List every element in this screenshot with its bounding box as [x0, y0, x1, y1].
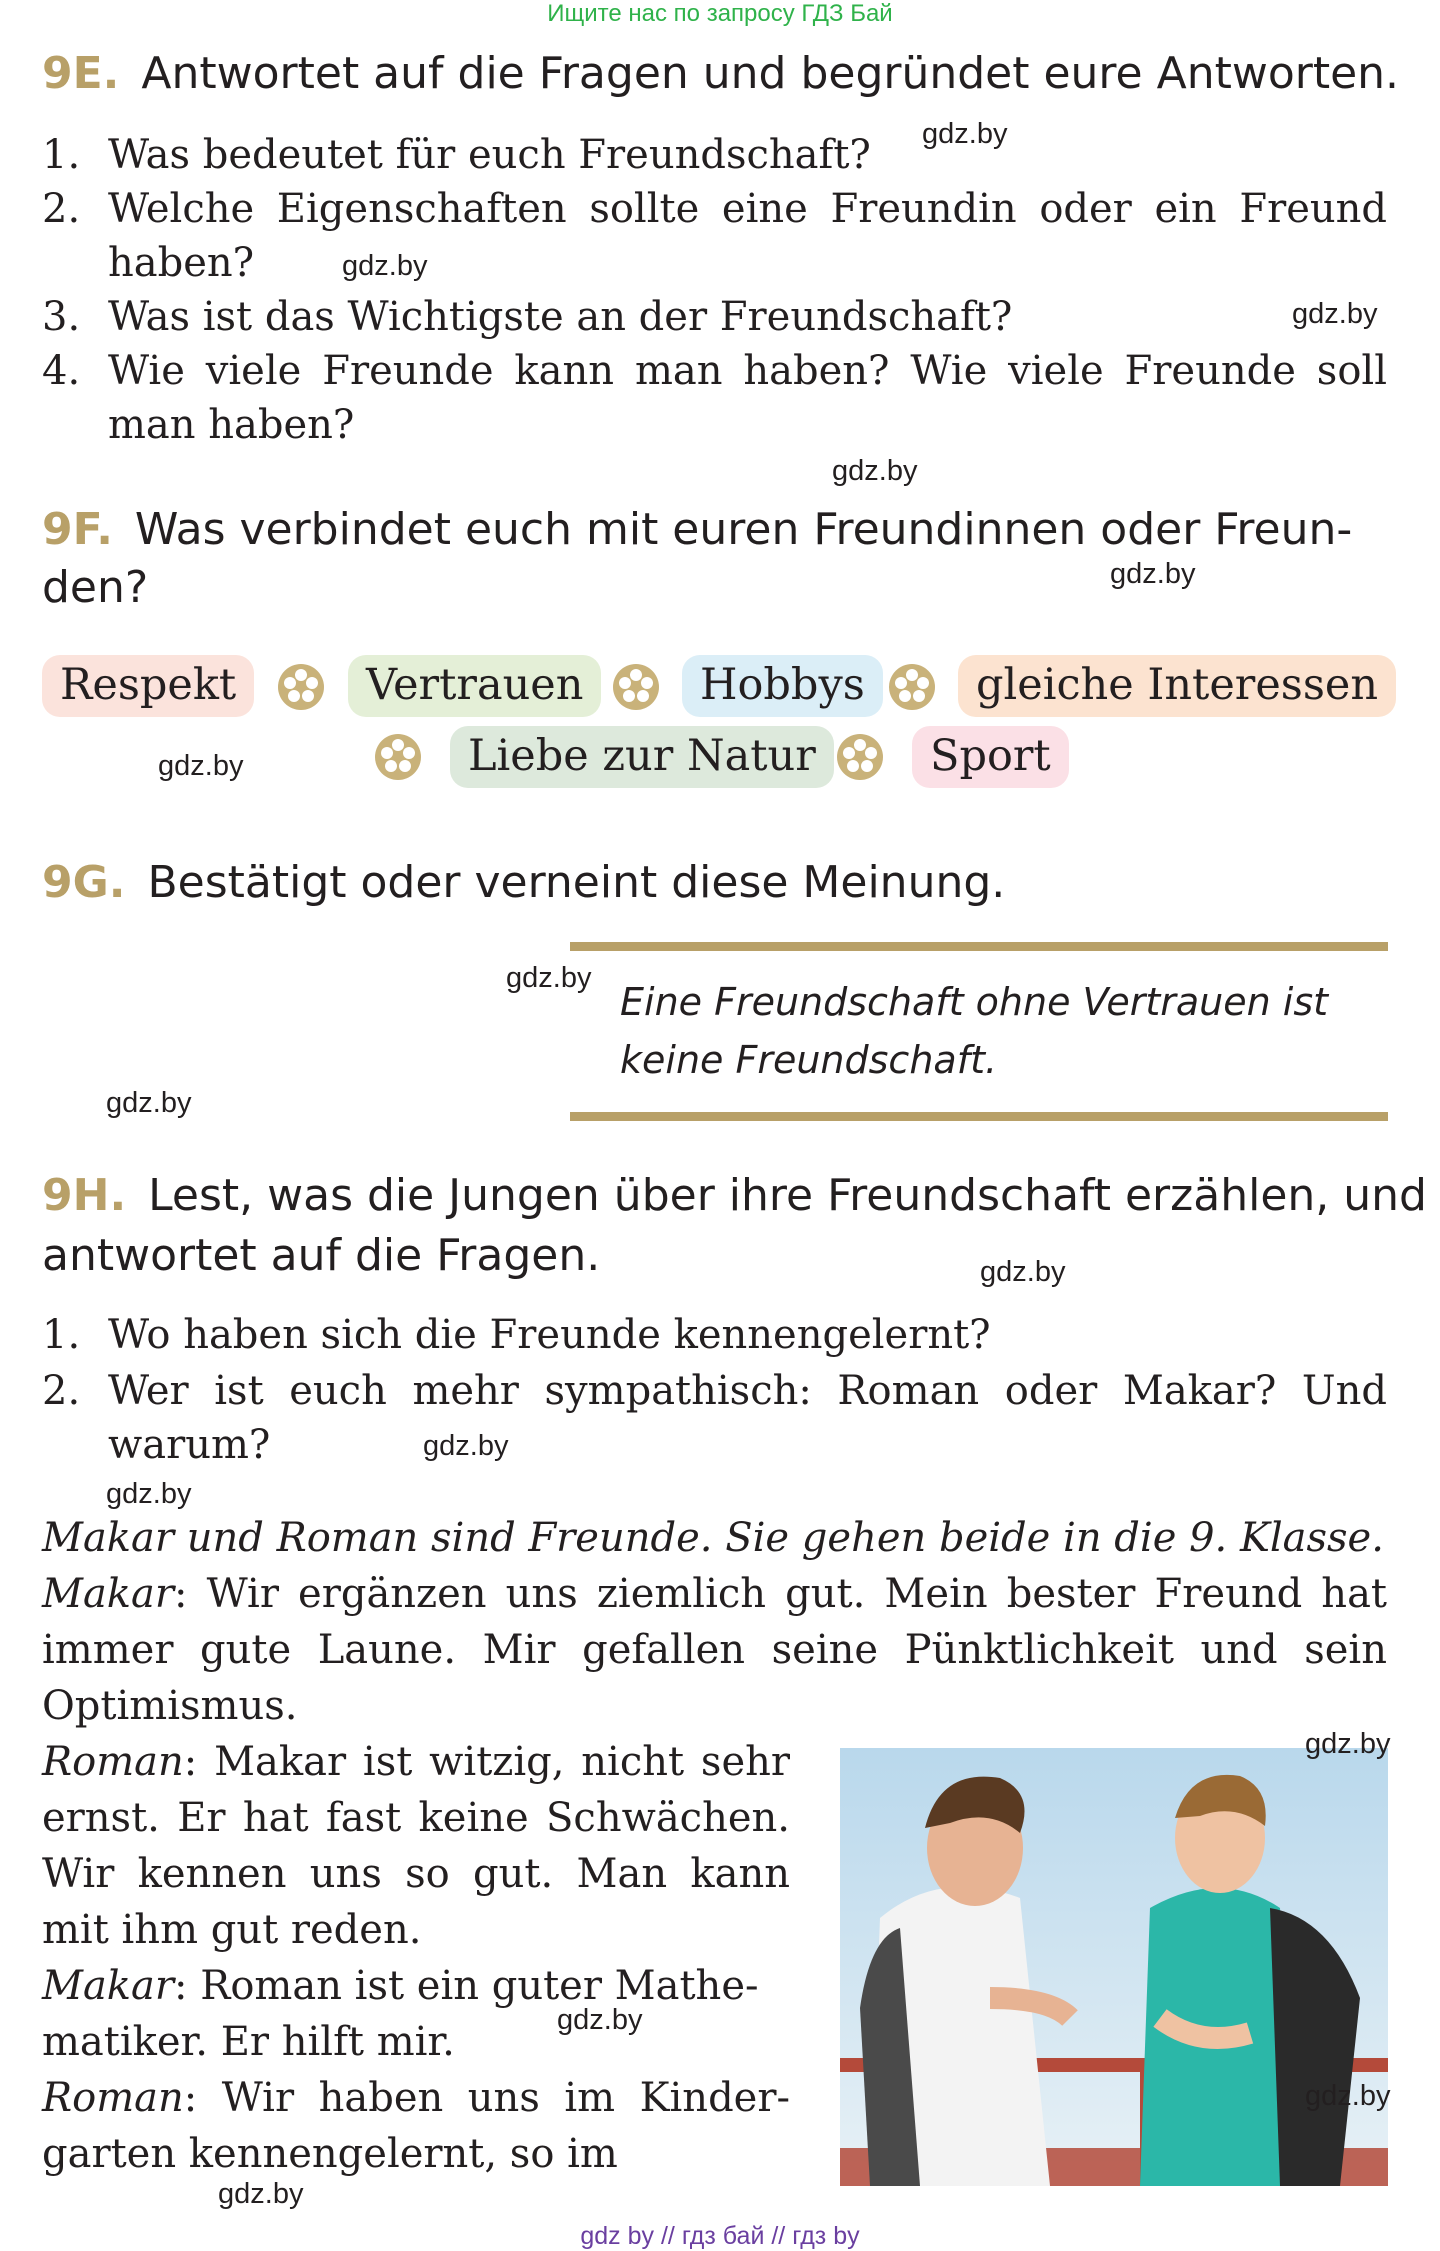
- item-number: 2.: [42, 1368, 81, 1414]
- chip-vertrauen: Vertrauen: [348, 655, 601, 717]
- speech-text: Makar ist witzig, nicht sehr ernst. Er hat fast keine Schwächen. Wir kennen uns so gut. Man kann mit ihm gut reden.: [42, 1739, 790, 1953]
- speech-text: Wir haben uns im Kinder-garten kennengelernt, so im: [42, 2075, 790, 2177]
- quote-bottom-rule: [570, 1112, 1388, 1121]
- dialogue-line: Makar: Wir ergänzen uns ziemlich gut. Mein bester Freund hat immer gute Laune. Mir gefallen seine Pünktlichkeit und sein Optimismus.: [42, 1571, 1387, 1729]
- section-number: 9G.: [42, 857, 126, 908]
- watermark: gdz.by: [922, 118, 1008, 150]
- section-number: 9F.: [42, 504, 113, 555]
- flower-icon: [836, 733, 884, 781]
- quote-line: Eine Freundschaft ohne Vertrauen ist: [620, 980, 1329, 1024]
- speaker-name: Makar: [42, 1571, 175, 1617]
- section-9h-heading: [42, 1166, 1427, 1226]
- watermark: gdz.by: [1305, 1728, 1391, 1760]
- chip-respekt: Respekt: [42, 655, 254, 717]
- section-9h-heading-cont: [42, 1226, 600, 1286]
- section-number: 9H.: [42, 1170, 127, 1221]
- section-9e-heading: [42, 44, 1399, 104]
- watermark: gdz.by: [218, 2178, 304, 2210]
- list-item: [42, 182, 1387, 290]
- section-title: Antwortet auf die Fragen und begründet eure Antworten.: [141, 48, 1400, 99]
- item-number: 1.: [42, 1312, 81, 1358]
- dialogue-line: Makar: Roman ist ein guter Mathe-matiker. Er hilft mir.: [42, 1963, 759, 2065]
- list-item: [42, 290, 1387, 344]
- section-title: Lest, was die Jungen über ihre Freundschaft erzählen, und: [148, 1170, 1427, 1221]
- watermark: gdz.by: [980, 1256, 1066, 1288]
- dialogue-line: Roman: Makar ist witzig, nicht sehr ernst. Er hat fast keine Schwächen. Wir kennen uns so gut. Man kann mit ihm gut reden.: [42, 1739, 790, 1953]
- item-text: Wer ist euch mehr sympathisch: Roman oder Makar? Und warum?: [108, 1368, 1387, 1468]
- item-text: Wie viele Freunde kann man haben? Wie viele Freunde soll man haben?: [108, 348, 1387, 448]
- section-9f-heading-cont: [42, 558, 148, 618]
- speaker-name: Roman: [42, 2075, 184, 2121]
- watermark: gdz.by: [342, 250, 428, 282]
- watermark: gdz.by: [106, 1478, 192, 1510]
- item-text: Was bedeutet für euch Freundschaft?: [108, 132, 871, 178]
- quote-line: keine Freundschaft.: [620, 1038, 998, 1082]
- watermark: gdz.by: [158, 750, 244, 782]
- item-number: 3.: [42, 294, 81, 340]
- flower-icon: [277, 663, 325, 711]
- item-number: 4.: [42, 348, 81, 394]
- watermark: gdz.by: [1305, 2080, 1391, 2112]
- list-item: [42, 1308, 1387, 1362]
- section-title-continued: antwortet auf die Fragen.: [42, 1230, 601, 1281]
- item-text: Was ist das Wichtigste an der Freundschaft?: [108, 294, 1013, 340]
- chip-hobbys: Hobbys: [682, 655, 883, 717]
- footer-links[interactable]: gdz by // гдз бай // гдз by: [580, 2222, 860, 2250]
- item-number: 1.: [42, 132, 81, 178]
- flower-icon: [374, 733, 422, 781]
- watermark: gdz.by: [1292, 298, 1378, 330]
- watermark: gdz.by: [557, 2004, 643, 2036]
- watermark: gdz.by: [832, 455, 918, 487]
- speaker-name: Roman: [42, 1739, 184, 1785]
- section-title: Bestätigt oder verneint diese Meinung.: [147, 857, 1006, 908]
- section-9g-heading: [42, 853, 1005, 913]
- dialogue-line: Roman: Wir haben uns im Kinder-garten kennengelernt, so im: [42, 2075, 790, 2177]
- speech-text: Wir ergänzen uns ziemlich gut. Mein bester Freund hat immer gute Laune. Mir gefallen seine Pünktlichkeit und sein Optimismus.: [42, 1571, 1387, 1729]
- section-9f-heading: [42, 500, 1352, 560]
- speech-text: Roman ist ein guter Mathe-matiker. Er hilft mir.: [42, 1963, 759, 2065]
- speaker-name: Makar: [42, 1963, 175, 2009]
- watermark: gdz.by: [506, 962, 592, 994]
- item-number: 2.: [42, 186, 81, 232]
- dialogue-intro: Makar und Roman sind Freunde. Sie gehen beide in die 9. Klasse.: [42, 1515, 1384, 1561]
- list-item: [42, 1364, 1387, 1472]
- two-boys-photo: [840, 1748, 1391, 2186]
- top-banner: Ищите нас по запросу ГДЗ Бай: [547, 0, 893, 27]
- flower-icon: [612, 663, 660, 711]
- section-title: Was verbindet euch mit euren Freundinnen oder Freun-: [134, 504, 1353, 555]
- flower-icon: [888, 663, 936, 711]
- chip-sport: Sport: [912, 726, 1069, 788]
- chip-gleiche-interessen: gleiche Interessen: [958, 655, 1396, 717]
- item-text: Wo haben sich die Freunde kennengelernt?: [108, 1312, 991, 1358]
- quote-top-rule: [570, 942, 1388, 951]
- watermark: gdz.by: [423, 1430, 509, 1462]
- section-title-continued: den?: [42, 562, 149, 613]
- item-text: Welche Eigenschaften sollte eine Freundin oder ein Freund haben?: [108, 186, 1387, 286]
- section-number: 9E.: [42, 48, 120, 99]
- watermark: gdz.by: [106, 1087, 192, 1119]
- watermark: gdz.by: [1110, 558, 1196, 590]
- chip-liebe-zur-natur: Liebe zur Natur: [450, 726, 834, 788]
- list-item: [42, 128, 1387, 182]
- list-item: [42, 344, 1387, 452]
